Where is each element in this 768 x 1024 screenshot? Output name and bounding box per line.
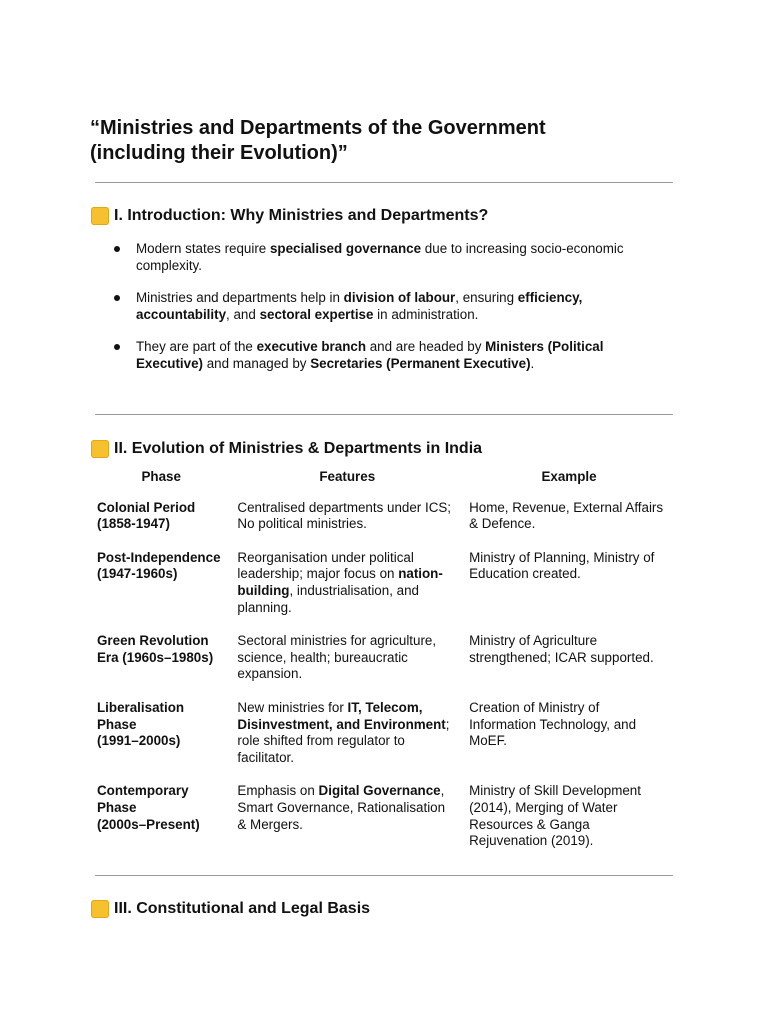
table-row: [91, 783, 675, 866]
text-run: ; role shifted from regulator to facilitator.: [237, 716, 450, 765]
yellow-square-icon: [91, 207, 109, 225]
section-heading-label: III. Constitutional and Legal Basis: [114, 900, 371, 917]
phase-cell: [91, 500, 231, 550]
example-cell: Home, Revenue, External Affairs & Defence.: [469, 499, 664, 532]
bold-text-run: Ministers (Political Executive): [136, 339, 604, 371]
phase-cell: [91, 783, 231, 866]
text-run: Sectoral ministries for agriculture, science, health; bureaucratic expansion.: [237, 633, 437, 682]
text-run: due to increasing socio-economic complexity.: [136, 241, 624, 273]
section-heading-label: I. Introduction: Why Ministries and Departments?: [114, 207, 489, 224]
section-heading-label: II. Evolution of Ministries & Departments in India: [114, 440, 483, 457]
section-heading-introduction: [91, 206, 488, 226]
bold-text-run: efficiency, accountability: [136, 290, 583, 322]
table-row: [91, 550, 675, 633]
table-row: [91, 700, 675, 783]
divider-2: [95, 414, 673, 415]
phase-line: Green Revolution: [97, 633, 209, 649]
column-header-phase: Phase: [141, 469, 181, 484]
bold-text-run: sectoral expertise: [259, 306, 374, 322]
table-row: [91, 500, 675, 550]
section-heading-evolution: [91, 439, 482, 459]
text-run: , ensuring: [455, 290, 518, 305]
table-header-row: [91, 467, 675, 500]
title-line-1: “Ministries and Departments of the Government: [90, 117, 546, 139]
phase-line: (1858-1947): [97, 516, 170, 532]
phase-cell: [91, 550, 231, 633]
phase-line: (2000s–Present): [97, 816, 200, 832]
example-cell: Creation of Ministry of Information Technology, and MoEF.: [469, 699, 637, 749]
divider-3: [95, 875, 673, 876]
title-line-2: (including their Evolution)”: [90, 142, 348, 164]
text-run: Modern states require: [136, 241, 270, 256]
evolution-table: [91, 467, 675, 867]
text-run: in administration.: [373, 306, 479, 322]
features-cell: [231, 633, 463, 700]
text-run: Centralised departments under ICS; No political ministries.: [237, 499, 452, 532]
document-title: [90, 116, 690, 166]
bold-text-run: Digital Governance: [318, 783, 441, 799]
phase-cell: [91, 700, 231, 783]
yellow-square-icon: [91, 440, 109, 458]
phase-line: Phase: [97, 716, 137, 732]
phase-line: Post-Independence: [97, 549, 221, 565]
bold-text-run: IT, Telecom, Disinvestment, and Environment: [237, 699, 446, 732]
text-run: and are headed by: [366, 339, 486, 354]
features-cell: [231, 700, 463, 783]
section-heading-constitutional: [91, 899, 370, 919]
phase-line: Phase: [97, 799, 137, 815]
text-run: Ministries and departments help in: [136, 290, 344, 305]
features-cell: [231, 783, 463, 866]
column-header-features: Features: [319, 469, 376, 484]
phase-line: Colonial Period: [97, 499, 196, 515]
bold-text-run: specialised governance: [269, 241, 422, 256]
column-header-example: Example: [541, 469, 597, 484]
bold-text-run: Secretaries (Permanent Executive): [310, 355, 531, 371]
bold-text-run: executive branch: [256, 339, 367, 354]
text-run: New ministries for: [237, 699, 348, 715]
text-run: , and: [226, 306, 260, 322]
text-run: , Smart Governance, Rationalisation & Mergers.: [237, 783, 446, 832]
text-run: .: [530, 355, 535, 371]
divider-1: [95, 182, 673, 183]
text-run: and managed by: [203, 355, 311, 371]
list-item: [112, 290, 652, 323]
example-cell: Ministry of Agriculture strengthened; ICAR supported.: [469, 633, 654, 665]
phase-cell: [91, 633, 231, 700]
features-cell: [231, 550, 463, 633]
phase-line: Contemporary: [97, 783, 189, 799]
yellow-square-icon: [91, 900, 109, 918]
text-run: They are part of the: [136, 339, 257, 354]
example-cell: Ministry of Planning, Ministry of Education created.: [469, 549, 655, 582]
features-cell: [231, 500, 463, 550]
bold-text-run: nation-building: [237, 566, 443, 598]
list-item: [112, 339, 652, 372]
phase-line: (1947-1960s): [97, 566, 178, 582]
introduction-bullet-list: [112, 241, 652, 388]
phase-line: Liberalisation: [97, 699, 185, 715]
phase-line: (1991–2000s): [97, 733, 181, 749]
bold-text-run: division of labour: [343, 290, 456, 305]
text-run: Reorganisation under political leadership; major focus on: [237, 549, 414, 582]
table-row: [91, 633, 675, 700]
list-item: [112, 241, 652, 274]
example-cell: Ministry of Skill Development (2014), Merging of Water Resources & Ganga Rejuvenation (2019).: [469, 783, 641, 849]
text-run: Emphasis on: [237, 783, 319, 799]
phase-line: Era (1960s–1980s): [97, 649, 214, 665]
text-run: , industrialisation, and planning.: [237, 582, 419, 615]
